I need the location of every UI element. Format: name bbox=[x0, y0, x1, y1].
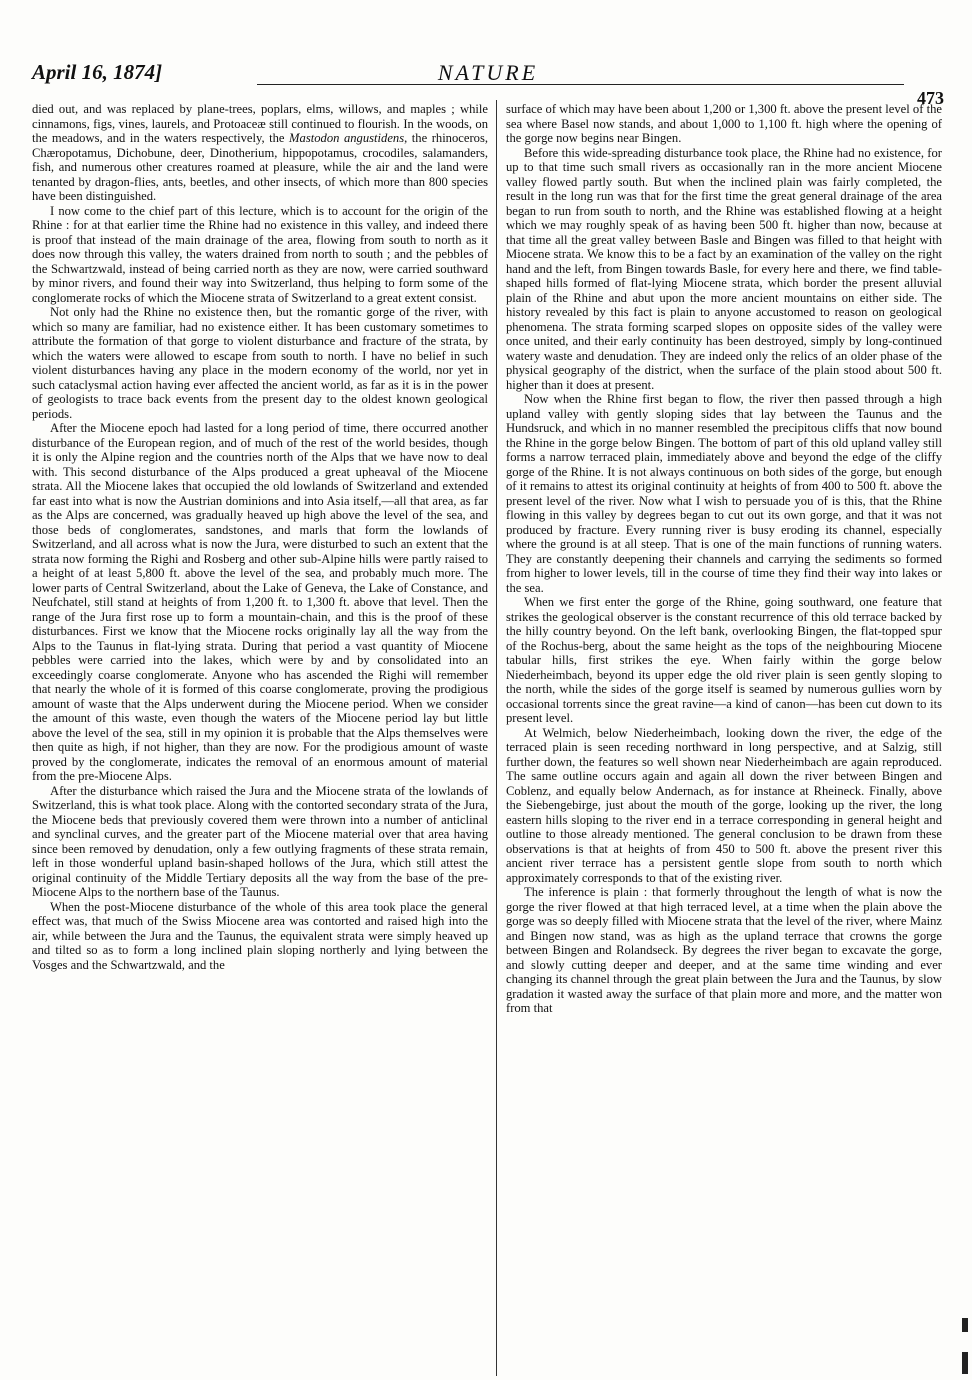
column-divider bbox=[496, 100, 497, 1376]
issue-date: April 16, 1874] bbox=[32, 60, 163, 84]
paragraph: died out, and was replaced by plane-trees, poplars, elms, willows, and maples ; while cinnamons, figs, vines, laurels, and Protoaceæ still continued to flourish. In the woods, on the meadows, and in the waters respectively, the Mastodon angustidens, the rhinoceros, Chæropotamus, Dichobune, deer, Dinotherium, hippopotamus, crocodiles, salamanders, fish, and numerous other creatures roamed at pleasure, while the air and the land were tenanted by dragon-flies, ants, beetles, and other insects, of which more than 800 species have been distinguished. bbox=[32, 102, 488, 203]
page-header bbox=[32, 56, 944, 108]
paragraph: Before this wide-spreading disturbance took place, the Rhine had no existence, for up to that time such small rivers as occasionally ran in the more ancient Miocene valley flowed partly south. But when the inclined plain was fairly completed, the result in the long run was that for the first time the great general drainage of the area began to run from south to north, and the Rhine was established flowing at a height which we may roughly speak of as having been 500 ft. higher than now, because at that time all the great valley between Basle and Bingen was filled to that height with Miocene strata. We know this to be a fact by an examination of the valley on the right hand and the left, from Bingen towards Basle, for every here and there, we find table-shaped hills formed of flat-lying Miocene strata, which border the present alluvial plain of the Rhine and abut upon the more ancient mountains on either side. The history revealed by this fact is plain to anyone accustomed to reason on geological phenomena. The strata forming scarped slopes on opposite sides of the valley were once united, and their early continuity has been destroyed, simply by long-continued watery waste and denudation. They are indeed only the relics of an older phase of the physical geography of the district, when the surface of the plain stood about 500 ft. higher than it does at present. bbox=[506, 145, 942, 392]
paragraph: After the disturbance which raised the Jura and the Miocene strata of the lowlands of Switzerland, this is what took place. Along with the contorted secondary strata of the Jura, the Miocene beds that previously covered them were thrown into a number of anticlinal and synclinal curves, and the greater part of the Miocene material over that area having since been removed by denudation, only a few outlying fragments of these strata remain, left in those wonderful upland basin-shaped hollows of the Jura, which still attest the original continuity of the Middle Tertiary deposits all the way from the base of the pre-Miocene Alps to the northern base of the Taunus. bbox=[32, 783, 488, 899]
paragraph: I now come to the chief part of this lecture, which is to account for the origin of the Rhine : for at that earlier time the Rhine had no existence in this valley, and indeed there is proof that instead of the main drainage of the area, flowing from south to north as it does now through this valley, the waters drained from north to south ; and the pebbles of the Schwartzwald, instead of being carried north as they are now, were carried southward by minor rivers, and found their way into Switzerland, thus helping to form some of the conglomerate rocks of which the Miocene strata of Switzerland to a great extent consist. bbox=[32, 203, 488, 305]
paragraph: The inference is plain : that formerly throughout the length of what is now the gorge the river flowed at that high terraced level, at a time when the plain above the gorge was so deeply filled with Miocene strata that the level of the river, where Mainz and Bingen now stand, was as high as the upland terrace that crowns the gorge between Bingen and Rolandseck. By degrees the river began to excavate the gorge, and slowly cutting deeper and deeper, and at the same time winding and ever changing its channel through the great plain between the Jura and the Taunus, by slow gradation it wasted away the surface of that plain more and more, and the matter won from that bbox=[506, 885, 942, 1015]
left-column bbox=[32, 102, 488, 1372]
paragraph: Not only had the Rhine no existence then, but the romantic gorge of the river, with which so many are familiar, had no existence either. It has been customary sometimes to attribute the formation of that gorge to violent disturbance and fracture of the strata, by which the waters were allowed to escape from south to north. I have no belief in such violent disturbances having any place in the modern economy of the world, nor yet in such cataclysmal action having ever affected the ancient world, as far as it is in the power of geologists to trace back events from the present day to the oldest known geological periods. bbox=[32, 305, 488, 421]
paragraph: At Welmich, below Niederheimbach, looking down the river, the edge of the terraced plain is seen receding northward in long perspective, and at Salzig, still further down, the features so well shown near Niederheimbach are again reproduced. The same outline occurs again and again all down the river between Bingen and Coblenz, and equally below Andernach, as for instance at Rheineck. Finally, above the Siebengebirge, just about the mouth of the gorge, looking up the river, the long eastern hills sloping to the river end in a terrace corresponding in general height and outline to those already mentioned. The general conclusion to be drawn from these observations is that at heights of from 450 to 500 ft. above the present river this ancient river terrace has a persistent gentle slope from south to north which approximately corresponds to that of the existing river. bbox=[506, 725, 942, 885]
page-number: 473 bbox=[917, 88, 944, 108]
paragraph: When we first enter the gorge of the Rhine, going southward, one feature that strikes the geological observer is the constant recurrence of this old terrace backed by the hilly country beyond. On the left bank, overlooking Bingen, the flat-topped spur of the Rochus-berg, about the same height as the tops of the neighbouring Miocene tabular hills, first strikes the eye. When fairly within the gorge below Niederheimbach, beyond its upper edge the old river plain is seen gently sloping to the north, while the sides of the gorge itself is seamed by numerous gullies worn by occasional torrents since the great ravine—a kind of canon—has been cut down to its present level. bbox=[506, 595, 942, 725]
right-column bbox=[506, 102, 942, 1372]
header-rule bbox=[257, 84, 904, 85]
paragraph: After the Miocene epoch had lasted for a long period of time, there occurred another disturbance of the European region, and of much of the rest of the world besides, though it is only the Alpine region and the countries north of the Alps that we have now to deal with. This second disturbance of the Alps produced a great upheaval of the Miocene strata. All the Miocene lakes that occupied the old lowlands of Switzerland and extended far east into what is now the Austrian dominions and into Asia itself,—all that area, as far as the Alps are concerned, was gradually heaved up high above the level of the sea, and those beds of conglomerates, sandstones, and marls that form the lowlands of Switzerland, and all across what is now the Jura, were disturbed to such an extent that the strata now forming the Righi and Rosberg and other sub-Alpine hills were partly raised to a height of at least 5,800 ft. above the level of the sea, and probably much more. The lower parts of Central Switzerland, about the Lake of Geneva, the Lake of Constance, and Neufchatel, still stand at heights of from 1,200 ft. to 1,300 ft. above that level. Then the range of the Jura first rose up to form a mountain-chain, and this is the proof of these disturbances. First we know that the Miocene rocks originally lay all the way from the Alps to the Taunus in flat-lying strata. During that period a vast quantity of Miocene pebbles were carried into the lakes, which were by and by consolidated into an exceedingly coarse conglomerate. Anyone who has ascended the Righi will remember that nearly the whole of it is formed of this coarse conglomerate, proving the prodigious amount of waste that the Alps underwent during the Miocene period. When we consider the amount of this waste, even though the waters of the Miocene period lay but little above the level of the sea, still in my opinion it is probable that the Alps themselves were then quite as high, if not higher, than they are now. For the prodigious amount of waste proved by the conglomerate, indicates the removal of an enormous amount of material from the pre-Miocene Alps. bbox=[32, 421, 488, 783]
scan-edge-mark bbox=[962, 1352, 968, 1374]
scan-edge-mark bbox=[962, 1318, 968, 1332]
paragraph: When the post-Miocene disturbance of the whole of this area took place the general effect was, that much of the Swiss Miocene area was contorted and raised high into the air, while between the Jura and the Taunus, the equivalent strata were simply heaved up and tilted so as to form a long inclined plain sloping northerly and lying between the Vosges and the Schwartzwald, and the bbox=[32, 899, 488, 972]
paragraph: Now when the Rhine first began to flow, the river then passed through a high upland valley with gently sloping sides that lay between the Taunus and the Hundsruck, and which in no manner resembled the precipitous cliffs that now bound the Rhine in the gorge below Bingen. The bottom of part of this old upland valley still forms a narrow terraced plain, immediately above and beyond the edge of the cliffy gorge of the Rhine. It is not always continuous on both sides of the gorge, but enough of it remains to attest its original continuity at heights of from 400 to 500 ft. above the present level of the river. Now what I wish to persuade you of is this, that the Rhine flowing in this valley by degrees began to cut out its own gorge, and that it was not produced by fracture. Every running river is busy eroding its channel, especially where the ground is at all steep. That is one of the main functions of running waters. They are constantly deepening their channels and carrying the sediments so formed from higher to lower levels, till in the course of time they find their way into lakes or the sea. bbox=[506, 392, 942, 595]
journal-title: NATURE bbox=[437, 60, 539, 85]
paragraph: surface of which may have been about 1,200 or 1,300 ft. above the present level of the sea where Basel now stands, and about 1,000 to 1,100 ft. high where the opening of the gorge now begins near Bingen. bbox=[506, 102, 942, 145]
